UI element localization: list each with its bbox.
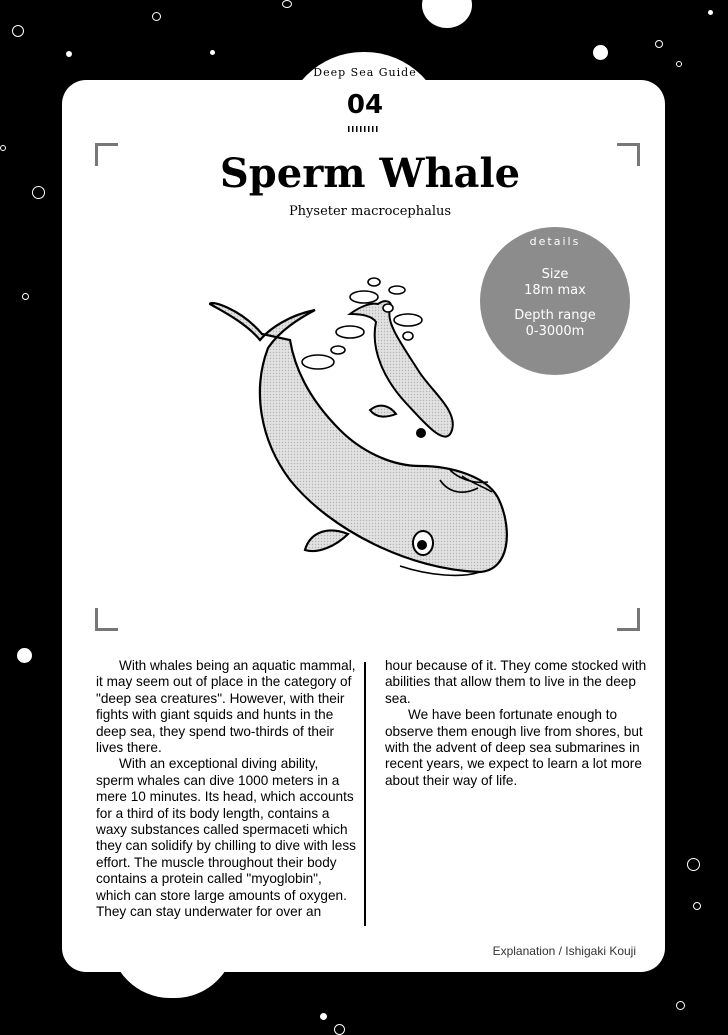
bubble	[708, 10, 713, 15]
frame-corner	[95, 608, 118, 631]
bubble	[655, 40, 663, 48]
bubble	[422, 0, 472, 28]
bubble	[22, 293, 29, 300]
page-title: Sperm Whale	[219, 150, 521, 197]
bubble	[693, 902, 701, 910]
details-label: details	[529, 235, 581, 248]
depth-label: Depth range	[514, 308, 596, 323]
bubble	[210, 50, 215, 55]
frame-corner	[95, 143, 118, 166]
article-column-right	[385, 658, 647, 789]
frame-corner	[617, 608, 640, 631]
bubble	[320, 1013, 327, 1020]
depth-value: 0-3000m	[525, 324, 585, 339]
bubble	[282, 0, 292, 8]
article-paragraph: We have been fortunate enough to observe them enough live from shores, but with the advent of deep sea submarines in recent years, we expect to learn a lot more about their way of life.	[385, 707, 643, 788]
scientific-name: Physeter macrocephalus	[288, 204, 452, 219]
size-value: 18m max	[524, 283, 586, 298]
bubble	[12, 25, 24, 37]
frame-corner	[617, 143, 640, 166]
column-divider	[364, 662, 366, 926]
size-label: Size	[541, 267, 569, 282]
article-paragraph: With whales being an aquatic mammal, it may seem out of place in the category of "deep sea creatures". However, with their fights with giant squids and hunts in the deep sea, they spend two-thirds of their lives there.	[96, 658, 356, 756]
guide-number: 04	[346, 90, 384, 120]
adult-whale-pupil	[417, 540, 427, 550]
article-column-left	[96, 658, 358, 921]
bubble	[32, 186, 45, 199]
calf-eye	[416, 428, 426, 438]
bubble	[687, 858, 700, 871]
bubble	[17, 648, 32, 663]
article-paragraph-continued: hour because of it. They come stocked with abilities that allow them to live in the deep sea.	[385, 658, 647, 706]
bubble	[676, 61, 682, 67]
adult-whale	[210, 303, 507, 572]
article-paragraph: With an exceptional diving ability, sperm whales can dive 1000 meters in a mere 10 minutes. Its head, which accounts for a third of its body length, contains a waxy substances called spermaceti which they can solidify by chilling to dive with less effort. The muscle throughout their body contains a protein called "myoglobin", which can store large amounts of oxygen. They can stay underwater for over an	[96, 756, 356, 920]
bubble	[0, 145, 6, 151]
guide-tick-marks	[348, 126, 380, 132]
card-bottom-tab	[110, 930, 235, 998]
bubble	[676, 1001, 685, 1010]
sperm-whale-illustration	[200, 270, 520, 590]
guide-series-label: Deep Sea Guide	[313, 66, 417, 79]
bubble	[66, 51, 72, 57]
bubble	[334, 1024, 345, 1035]
bubble	[593, 45, 608, 60]
bubble	[152, 12, 161, 21]
credit-line: Explanation / Ishigaki Kouji	[492, 944, 636, 958]
